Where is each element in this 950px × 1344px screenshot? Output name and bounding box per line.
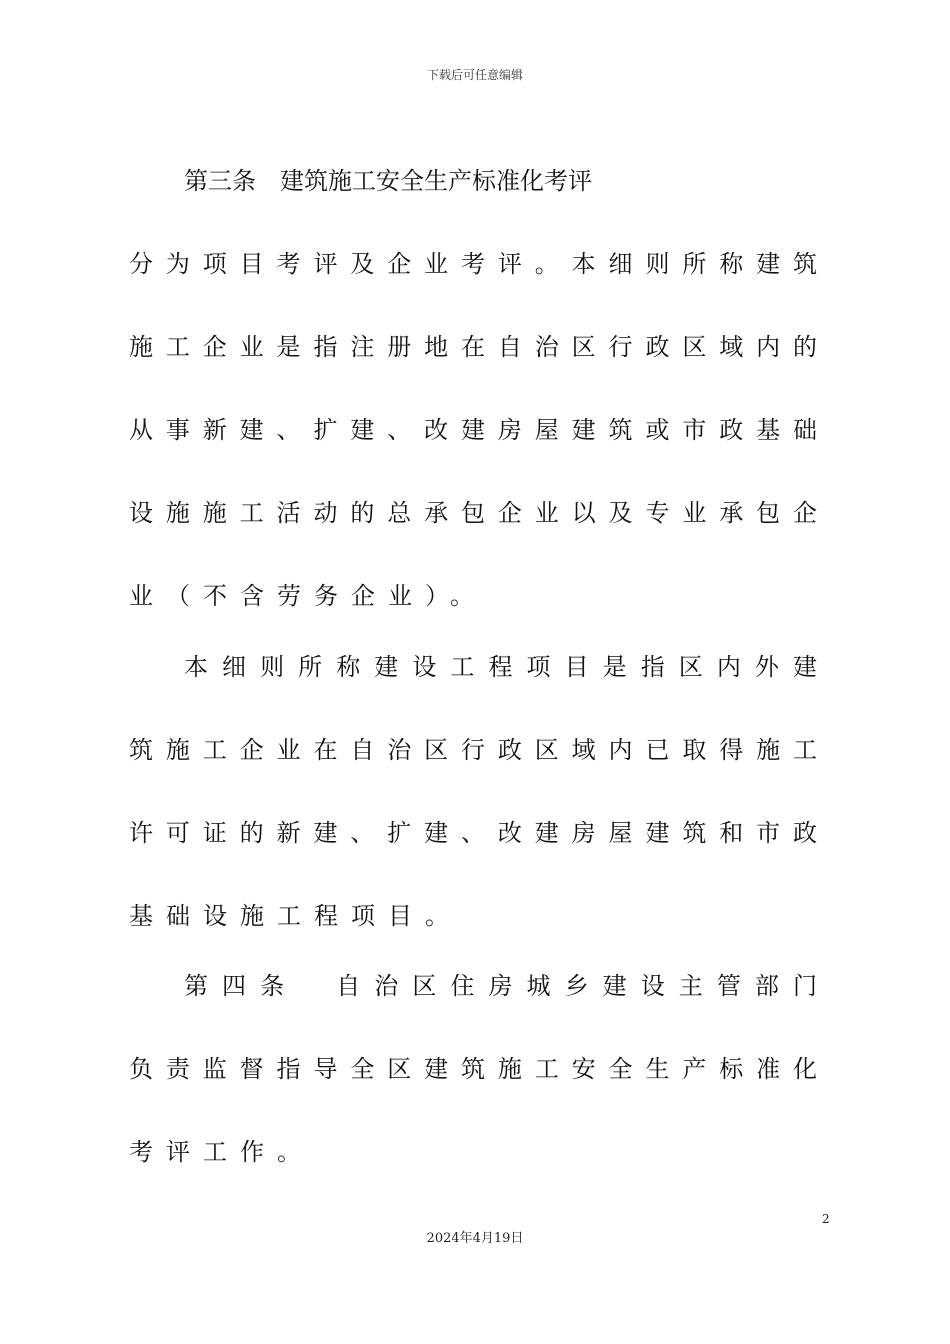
paragraph-line: 许可证的新建、扩建、改建房屋建筑和市政 xyxy=(129,819,817,847)
paragraph-line: 考评工作。 xyxy=(129,1138,314,1166)
paragraph-line: 第三条 建筑施工安全生产标准化考评 xyxy=(184,167,592,195)
paragraph-line: 业（不含劳务企业）。 xyxy=(129,582,487,610)
paragraph-line: 本细则所称建设工程项目是指区内外建 xyxy=(184,653,817,681)
page-footer-date: 2024年4月19日 xyxy=(426,1231,524,1246)
paragraph-line: 第四条 自治区住房城乡建设主管部门 xyxy=(184,972,817,1000)
page-header: 下载后可任意编辑 xyxy=(426,68,523,82)
paragraph-line: 设施施工活动的总承包企业以及专业承包企 xyxy=(129,499,817,527)
paragraph-line: 负责监督指导全区建筑施工安全生产标准化 xyxy=(129,1055,817,1083)
paragraph-line: 施工企业是指注册地在自治区行政区域内的 xyxy=(129,333,817,361)
paragraph-line: 从事新建、扩建、改建房屋建筑或市政基础 xyxy=(129,416,817,444)
paragraph-line: 基础设施工程项目。 xyxy=(129,902,462,930)
paragraph-line: 筑施工企业在自治区行政区域内已取得施工 xyxy=(129,736,817,764)
paragraph-line: 分为项目考评及企业考评。本细则所称建筑 xyxy=(129,250,817,278)
page-number: 2 xyxy=(822,1212,830,1226)
